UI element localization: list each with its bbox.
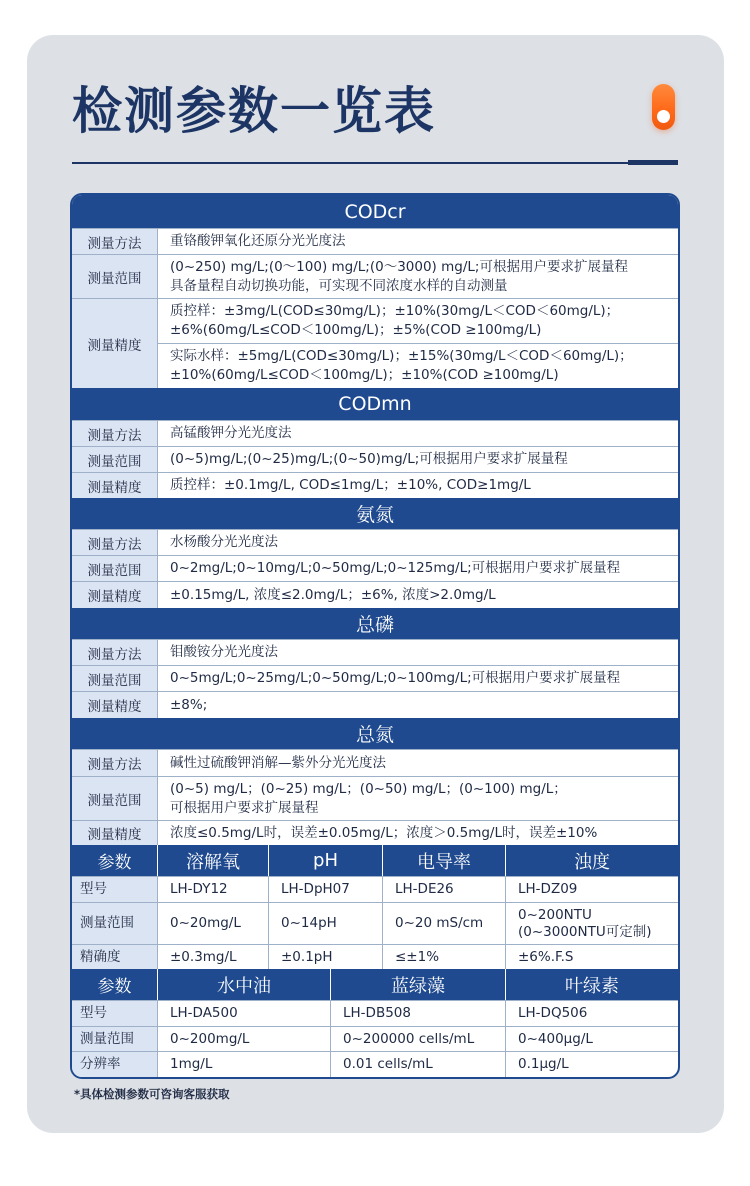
cell [506,902,678,944]
toggle-dot [657,110,670,123]
table-row [72,555,678,581]
parameter-table [70,193,680,1079]
cell: LH-DE26 [383,876,506,902]
table-row [72,254,678,298]
value-line: 可根据用户要求扩展量程 [170,799,319,816]
table-row [72,820,678,845]
row-label: 测量精度 [72,691,158,718]
row-label: 测量范围 [72,446,158,472]
cell: LH-DpH07 [269,876,383,902]
row-value: 质控样：±0.1mg/L, COD≤1mg/L；±10%, COD≥1mg/L [158,472,678,498]
row-label: 型号 [72,1000,158,1026]
column-header: 参数 [72,845,158,876]
cell: ≤±1% [383,944,506,969]
column-header: 叶绿素 [506,969,678,1000]
column-header: 浊度 [506,845,678,876]
cell-line: (0~3000NTU可定制) [518,923,652,940]
table-row [72,876,678,902]
row-value: 碱性过硫酸钾消解—紫外分光光度法 [158,749,678,776]
row-value: 水杨酸分光光度法 [158,529,678,555]
row-label: 测量方法 [72,228,158,254]
table-row [72,639,678,665]
row-value: 高锰酸钾分光光度法 [158,420,678,446]
cell: LH-DB508 [331,1000,506,1026]
row-label: 测量精度 [72,298,158,388]
row-label: 测量方法 [72,749,158,776]
column-header: pH [269,845,383,876]
section-header-codcr: CODcr [72,195,678,228]
row-value [158,298,678,388]
page-title: 检测参数一览表 [72,82,436,140]
row-label: 测量范围 [72,555,158,581]
row-value: 0~2mg/L;0~10mg/L;0~50mg/L;0~125mg/L;可根据用户要求扩展量程 [158,555,678,581]
cell-line: 0~200NTU [518,906,592,923]
row-label: 测量精度 [72,820,158,845]
cell: 0.1μg/L [506,1051,678,1077]
row-value: 0~5mg/L;0~25mg/L;0~50mg/L;0~100mg/L;可根据用户要求扩展量程 [158,665,678,691]
section-header-codmn: CODmn [72,388,678,420]
row-label: 精确度 [72,944,158,969]
title-divider [72,162,678,164]
toggle-icon [652,84,675,130]
table-row [72,1051,678,1077]
precision-qc [170,299,678,343]
row-label: 测量范围 [72,1026,158,1051]
cell: 0.01 cells/mL [331,1051,506,1077]
row-value: ±8%; [158,691,678,718]
cell: LH-DY12 [158,876,269,902]
column-header: 蓝绿藻 [331,969,506,1000]
table-row [72,776,678,820]
row-label: 测量精度 [72,472,158,498]
cell: ±0.3mg/L [158,944,269,969]
row-value [158,254,678,298]
table-row [72,691,678,718]
cell: LH-DQ506 [506,1000,678,1026]
column-header: 水中油 [158,969,331,1000]
row-label: 测量范围 [72,254,158,298]
value-line: 具备量程自动切换功能，可实现不同浓度水样的自动测量 [170,277,508,294]
section-header-ammonia: 氨氮 [72,498,678,529]
table-row [72,298,678,388]
title-divider-accent [628,160,678,165]
value-line: (0~5) mg/L；(0~25) mg/L；(0~50) mg/L；(0~100) mg/L； [170,780,567,797]
cell: 0~20 mS/cm [383,902,506,944]
sensor-table-header [72,969,678,1000]
footnote: *具体检测参数可咨询客服获取 [74,1087,230,1101]
cell: ±0.1pH [269,944,383,969]
row-value: 钼酸铵分光光度法 [158,639,678,665]
row-label: 测量精度 [72,581,158,608]
row-value: 重铬酸钾氧化还原分光光度法 [158,228,678,254]
row-value: (0~5)mg/L;(0~25)mg/L;(0~50)mg/L;可根据用户要求扩展量程 [158,446,678,472]
table-row [72,472,678,498]
table-row [72,749,678,776]
table-row [72,1000,678,1026]
row-label: 测量范围 [72,776,158,820]
value-line: ±10%(60mg/L≤COD＜100mg/L)；±10%(COD ≥100mg/L) [170,367,559,383]
row-label: 测量方法 [72,639,158,665]
row-label: 测量范围 [72,665,158,691]
section-header-tn: 总氮 [72,718,678,749]
cell: 0~20mg/L [158,902,269,944]
cell: LH-DA500 [158,1000,331,1026]
cell: 0~400μg/L [506,1026,678,1051]
cell: 1mg/L [158,1051,331,1077]
value-line: 质控样：±3mg/L(COD≤30mg/L)；±10%(30mg/L＜COD＜60mg/L)； [170,303,620,319]
precision-real [158,343,678,388]
table-row [72,420,678,446]
value-line: 实际水样：±5mg/L(COD≤30mg/L)；±15%(30mg/L＜COD＜60mg/L)； [170,348,633,364]
cell: 0~14pH [269,902,383,944]
section-header-tp: 总磷 [72,608,678,639]
cell: LH-DZ09 [506,876,678,902]
row-label: 测量方法 [72,420,158,446]
cell: 0~200mg/L [158,1026,331,1051]
row-value: 浓度≤0.5mg/L时，误差±0.05mg/L；浓度＞0.5mg/L时，误差±10% [158,820,678,845]
table-row [72,228,678,254]
cell: 0~200000 cells/mL [331,1026,506,1051]
row-value [158,776,678,820]
table-row [72,944,678,969]
table-row [72,581,678,608]
table-row [72,529,678,555]
row-value: ±0.15mg/L, 浓度≤2.0mg/L；±6%, 浓度>2.0mg/L [158,581,678,608]
row-label: 测量范围 [72,902,158,944]
table-row [72,446,678,472]
row-label: 测量方法 [72,529,158,555]
row-label: 型号 [72,876,158,902]
sensor-table-header [72,845,678,876]
value-line: (0~250) mg/L;(0～100) mg/L;(0～3000) mg/L;可根据用户要求扩展量程 [170,258,628,275]
column-header: 溶解氧 [158,845,269,876]
cell: ±6%.F.S [506,944,678,969]
column-header: 电导率 [383,845,506,876]
table-row [72,665,678,691]
table-row [72,1026,678,1051]
row-label: 分辨率 [72,1051,158,1077]
column-header: 参数 [72,969,158,1000]
value-line: ±6%(60mg/L≤COD＜100mg/L)；±5%(COD ≥100mg/L) [170,322,542,338]
table-row [72,902,678,944]
